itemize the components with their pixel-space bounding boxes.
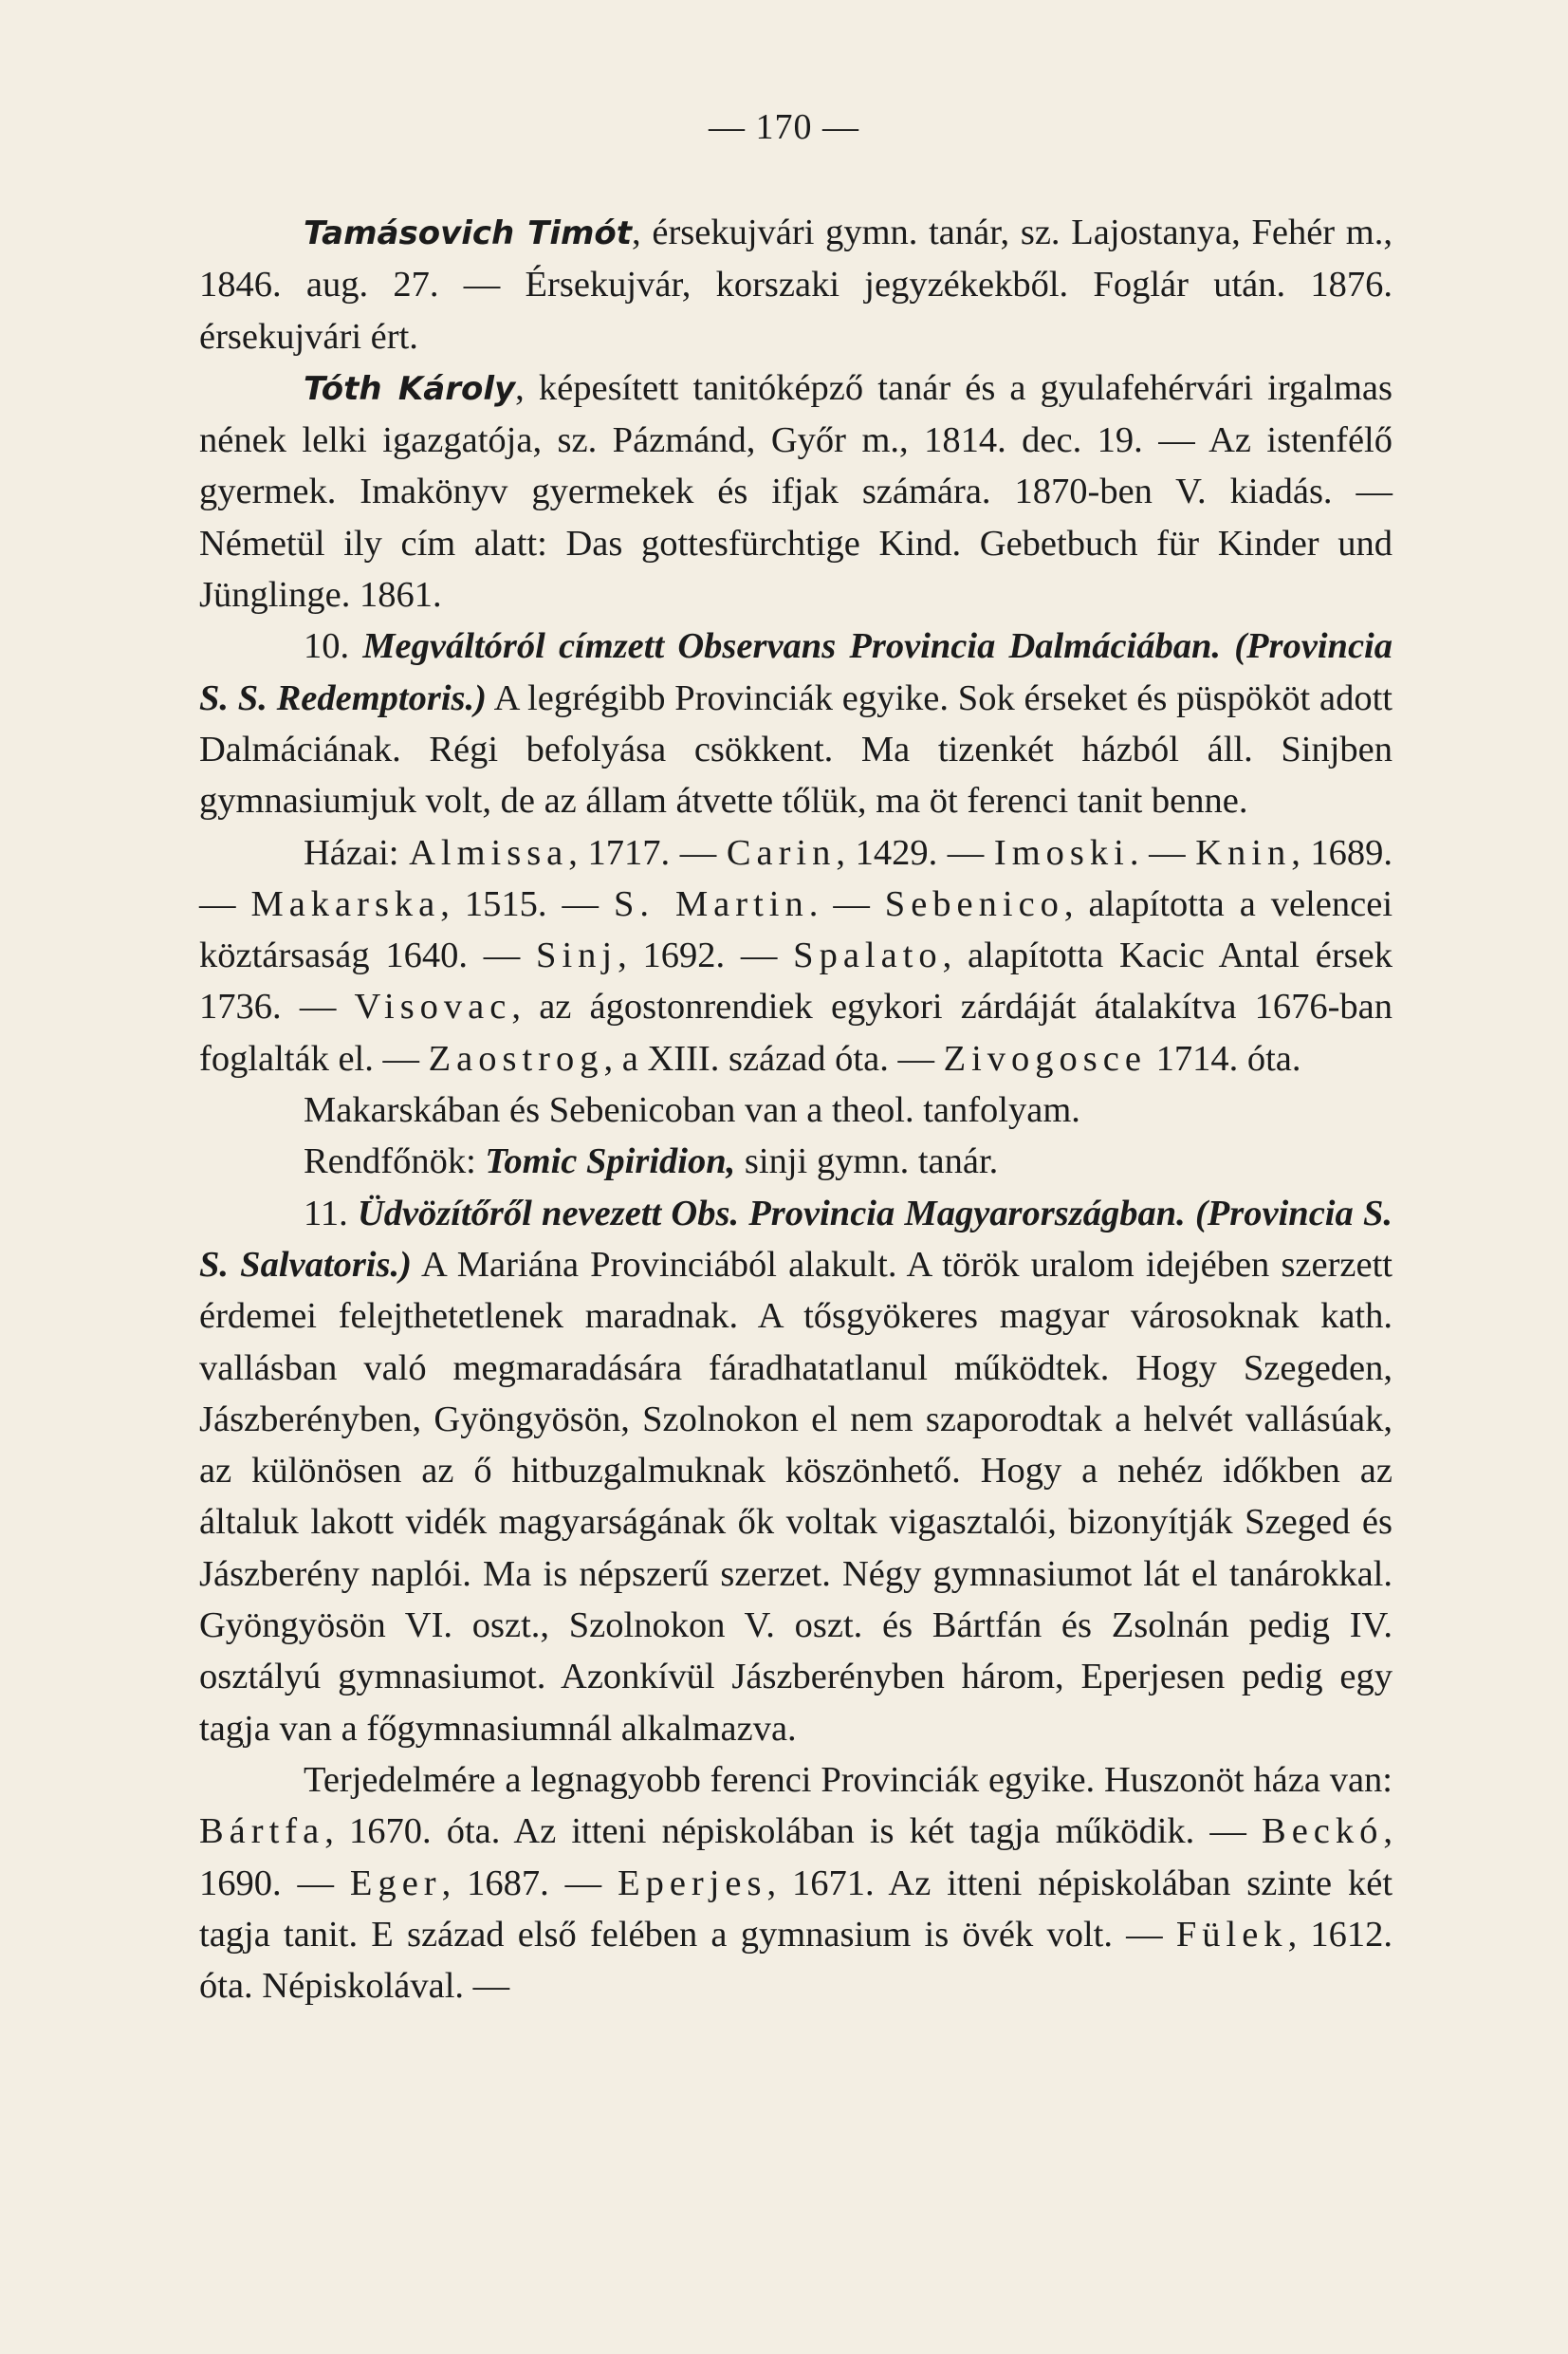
house-name: Eperjes: [618, 1863, 767, 1903]
page-number: — 170 —: [709, 107, 859, 147]
paragraph-text: , érsekujvári gymn. tanár, sz. Lajostanya, Fehér m., 1846. aug. 27. — Érsekujvár, korszaki jegyzékekből. Foglár után. 1876. érsekujvári ért.: [199, 213, 1393, 357]
houses-list: [199, 827, 1393, 1084]
section-10: [199, 621, 1393, 826]
house-text: , 1689. —: [199, 832, 1393, 924]
provincial-lead: Rendfőnök:: [304, 1141, 486, 1182]
section-11: [199, 1188, 1393, 1754]
section-heading: Üdvözítőről nevezett Obs. Provincia Magyarországban. (Provincia S. S. Salvatoris.): [199, 1193, 1393, 1285]
house-text: . —: [1129, 832, 1196, 873]
house-name: Bártfa: [199, 1811, 325, 1852]
house-text: 1714. óta.: [1146, 1038, 1301, 1079]
house-name: Knin: [1195, 832, 1292, 873]
body-text: [199, 207, 1393, 2011]
paragraph-text: , 1690. —: [199, 1811, 1393, 1903]
paragraph-text: sinji gymn. tanár.: [735, 1141, 999, 1182]
house-name: Fülek: [1175, 1914, 1288, 1955]
house-text: , a XIII. század óta. —: [603, 1038, 944, 1079]
house-name: Sinj: [536, 936, 618, 976]
house-name: Zivogosce: [943, 1038, 1147, 1079]
house-name: Makarska: [250, 883, 441, 924]
paragraph-text: , 1670. óta. Az itteni népiskolában is két tagja működik. —: [324, 1811, 1263, 1852]
house-text: . —: [808, 883, 885, 924]
paragraph-houses-hungary: [199, 1754, 1393, 2011]
house-text: , alapította Kacic Antal érsek 1736. —: [199, 936, 1393, 1028]
house-name: Sebenico: [884, 883, 1064, 924]
paragraph-text: , 1612. óta. Népiskolával. —: [199, 1914, 1393, 2007]
paragraph-text: , 1671. Az itteni népiskolában szinte két tagja tanit. E század első felében a gymnasium is övék volt. —: [199, 1863, 1393, 1955]
house-text: , az ágostonrendiek egykori zárdáját átalakítva 1676-ban foglalták el. —: [199, 987, 1393, 1079]
house-name: Visovac: [354, 987, 512, 1028]
paragraph-text: , 1687. —: [441, 1863, 618, 1903]
section-number: 11.: [304, 1193, 358, 1233]
house-name: Spalato: [793, 936, 943, 976]
paragraph-provincial: [199, 1136, 1393, 1187]
house-name: Eger: [349, 1863, 442, 1903]
house-name: Zaostrog: [428, 1038, 604, 1079]
house-text: , alapította a velencei köztársaság 1640. —: [199, 883, 1393, 976]
house-name: S. Martin: [613, 883, 809, 924]
provincial-name: Tomic Spiridion,: [485, 1141, 736, 1182]
paragraph-tamasovich: [199, 207, 1393, 362]
house-text: , 1717. —: [568, 832, 727, 873]
house-name: Beckó: [1262, 1811, 1384, 1852]
house-name: Almissa: [409, 832, 569, 873]
paragraph-theology: Makarskában és Sebenicoban van a theol. tanfolyam.: [304, 1090, 1080, 1131]
house-name: Imoski: [993, 832, 1130, 873]
houses-lead: Házai:: [304, 832, 410, 873]
paragraph-text: Terjedelmére a legnagyobb ferenci Provinciák egyike. Huszonöt háza van:: [304, 1759, 1393, 1800]
section-number: 10.: [304, 626, 363, 667]
person-name: Tóth Károly: [304, 369, 516, 408]
house-name: Carin: [726, 832, 837, 873]
section-heading: Megváltóról címzett Observans Provincia Dalmáciában. (Provincia S. S. Redemptoris.): [199, 626, 1393, 718]
house-text: , 1692. —: [618, 936, 794, 976]
paragraph-toth: [199, 362, 1393, 621]
person-name: Tamásovich Timót: [304, 214, 633, 252]
paragraph-text: A Mariána Provinciából alakult. A török uralom idejében szerzett érdemei felejthetetlenek maradnak. A tősgyökeres magyar városoknak kath. vallásban való megmaradására fáradhatatlanul működtek. Hogy Szegeden, Jászberényben, Gyöngyösön, Szolnokon el nem szaporodtak a helvét vallásúak, az különösen az ő hitbuzgalmuknak köszönhető. Hogy a nehéz időkben az általuk lakott vidék magyarságának ők voltak vigasztalói, bizonyítják Szeged és Jászberény naplói. Ma is népszerű szerzet. Négy gymnasiumot lát el tanárokkal. Gyöngyösön VI. oszt., Szolnokon V. oszt. és Bártfán és Zsolnán pedig IV. osztályú gymnasiumot. Azonkívül Jászberényben három, Eperjesen pedig egy tagja van a főgymnasiumnál alkalmazva.: [199, 1244, 1393, 1749]
house-text: , 1515. —: [440, 883, 614, 924]
paragraph-text: , képesített tanitóképző tanár és a gyulafehérvári irgalmas nének lelki igazgatója, sz. Pázmánd, Győr m., 1814. dec. 19. — Az istenfélő gyermek. Imakönyv gyermekek és ifjak számára. 1870-ben V. kiadás. — Németül ily cím alatt: Das gottesfürchtige Kind. Gebetbuch für Kinder und Jünglinge. 1861.: [199, 367, 1393, 616]
paragraph-text: A legrégibb Provinciák egyike. Sok érseket és püspököt adott Dalmáciának. Régi befolyása csökkent. Ma tizenkét házból áll. Sinjben gymnasiumjuk volt, de az állam átvette tőlük, ma öt ferenci tanit benne.: [199, 677, 1393, 822]
house-text: , 1429. —: [836, 832, 994, 873]
